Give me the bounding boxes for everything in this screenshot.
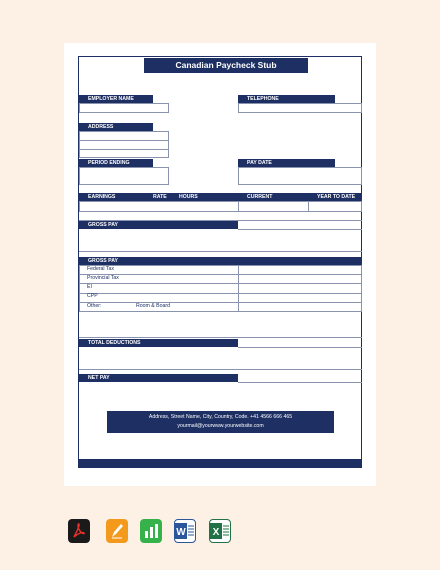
footer-contact: [107, 411, 334, 433]
footer-address: Address, Street Name, City, Country, Code. +41 4566 666 465: [148, 414, 293, 420]
deduction-other: Other:: [87, 303, 102, 309]
row-line: [79, 302, 362, 303]
total-deductions-label: TOTAL DEDUCTIONS: [79, 339, 238, 347]
address-line: [79, 140, 169, 141]
address-line: [79, 149, 169, 150]
net-pay-line: [238, 382, 362, 383]
employer-name-label: EMPLOYER NAME: [79, 95, 153, 103]
employer-name-field[interactable]: [79, 103, 169, 113]
bottom-bar: [78, 459, 362, 468]
pay-date-field[interactable]: [238, 167, 362, 185]
net-pay-label: NET PAY: [79, 374, 238, 382]
footer-email: yourmail@yourwww.yourwebsite.com: [177, 423, 264, 429]
column-divider: [238, 265, 239, 312]
pages-icon[interactable]: [106, 519, 128, 543]
pay-date-label: PAY DATE: [238, 159, 335, 167]
gross-pay-label: GROSS PAY: [79, 221, 238, 229]
hours-label: HOURS: [179, 194, 198, 200]
numbers-icon[interactable]: [140, 519, 162, 543]
deduction-cpp: CPP: [87, 293, 98, 299]
year-to-date-label: YEAR TO DATE: [317, 194, 356, 200]
svg-text:W: W: [176, 527, 186, 538]
earnings-label: EARNINGS: [88, 194, 116, 200]
gross-pay-line: [238, 229, 362, 230]
row-line: [79, 369, 362, 370]
period-ending-field[interactable]: [79, 167, 169, 185]
row-line: [79, 293, 362, 294]
row-line: [79, 283, 362, 284]
svg-text:X: X: [212, 527, 220, 538]
gross-pay-deductions-header: GROSS PAY: [79, 257, 362, 265]
address-label: ADDRESS: [79, 123, 153, 131]
column-divider: [238, 201, 239, 212]
row-line: [79, 251, 362, 252]
earnings-row[interactable]: [79, 201, 362, 212]
deduction-federal-tax: Federal Tax: [87, 266, 115, 272]
rate-label: RATE: [153, 194, 167, 200]
row-line: [79, 274, 362, 275]
total-deductions-line: [238, 347, 362, 348]
telephone-field[interactable]: [238, 103, 362, 113]
deductions-table: [79, 265, 362, 312]
deduction-ei: EI: [87, 284, 92, 290]
deduction-provincial-tax: Provincial Tax: [87, 275, 119, 281]
row-line: [79, 337, 362, 338]
telephone-label: TELEPHONE: [238, 95, 335, 103]
excel-icon[interactable]: [209, 519, 231, 543]
acrobat-icon[interactable]: [68, 519, 90, 543]
current-label: CURRENT: [247, 194, 273, 200]
column-divider: [308, 201, 309, 212]
period-ending-label: PERIOD ENDING: [79, 159, 153, 167]
address-field[interactable]: [79, 131, 169, 158]
deduction-other-detail: Room & Board: [136, 303, 171, 309]
document-title: Canadian Paycheck Stub: [144, 58, 308, 73]
word-icon[interactable]: [174, 519, 196, 543]
